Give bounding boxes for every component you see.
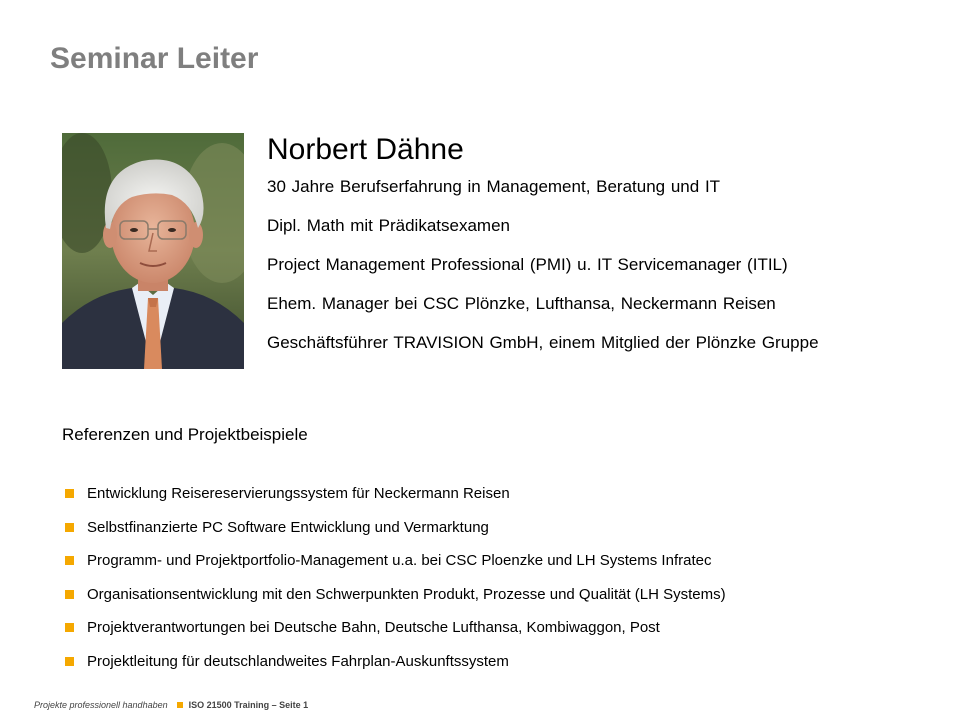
square-bullet-icon (65, 590, 74, 599)
profile-line: Geschäftsführer TRAVISION GmbH, einem Mitglied der Plönzke Gruppe (267, 333, 819, 352)
list-item (65, 585, 945, 605)
footer-page-number: ISO 21500 Training – Seite 1 (188, 700, 309, 710)
profile-line: Dipl. Math mit Prädikatsexamen (267, 216, 510, 235)
list-item-text: Selbstfinanzierte PC Software Entwicklung und Vermarktung (87, 518, 489, 536)
list-item-text: Programm- und Projektportfolio-Management u.a. bei CSC Ploenzke und LH Systems Infratec (87, 552, 712, 570)
footer-course: Projekte professionell handhaben (34, 700, 168, 710)
list-item (65, 551, 945, 571)
profile-line: Ehem. Manager bei CSC Plönzke, Lufthansa, Neckermann Reisen (267, 294, 776, 313)
square-bullet-icon (65, 489, 74, 498)
person-name: Norbert Dähne (267, 133, 464, 166)
references-heading: Referenzen und Projektbeispiele (62, 425, 308, 444)
list-item (65, 618, 945, 638)
footer (34, 700, 308, 710)
list-item-text: Entwicklung Reisereservierungssystem für Neckermann Reisen (87, 485, 510, 502)
list-item-text: Organisationsentwicklung mit den Schwerpunkten Produkt, Prozesse und Qualität (LH Systems) (87, 585, 726, 603)
list-item (65, 518, 945, 538)
slide-title: Seminar Leiter (50, 42, 259, 75)
profile-block (267, 131, 957, 372)
profile-line: Project Management Professional (PMI) u. IT Servicemanager (ITIL) (267, 255, 788, 274)
list-item (65, 652, 945, 672)
square-bullet-icon (65, 556, 74, 565)
references-list (65, 484, 945, 686)
portrait-photo (62, 133, 244, 369)
list-item (65, 484, 945, 504)
square-bullet-icon (177, 702, 183, 708)
list-item-text: Projektleitung für deutschlandweites Fahrplan-Auskunftssystem (87, 652, 509, 670)
square-bullet-icon (65, 657, 74, 666)
square-bullet-icon (65, 623, 74, 632)
list-item-text: Projektverantwortungen bei Deutsche Bahn, Deutsche Lufthansa, Kombiwaggon, Post (87, 619, 660, 637)
square-bullet-icon (65, 523, 74, 532)
profile-line: 30 Jahre Berufserfahrung in Management, Beratung und IT (267, 177, 721, 196)
